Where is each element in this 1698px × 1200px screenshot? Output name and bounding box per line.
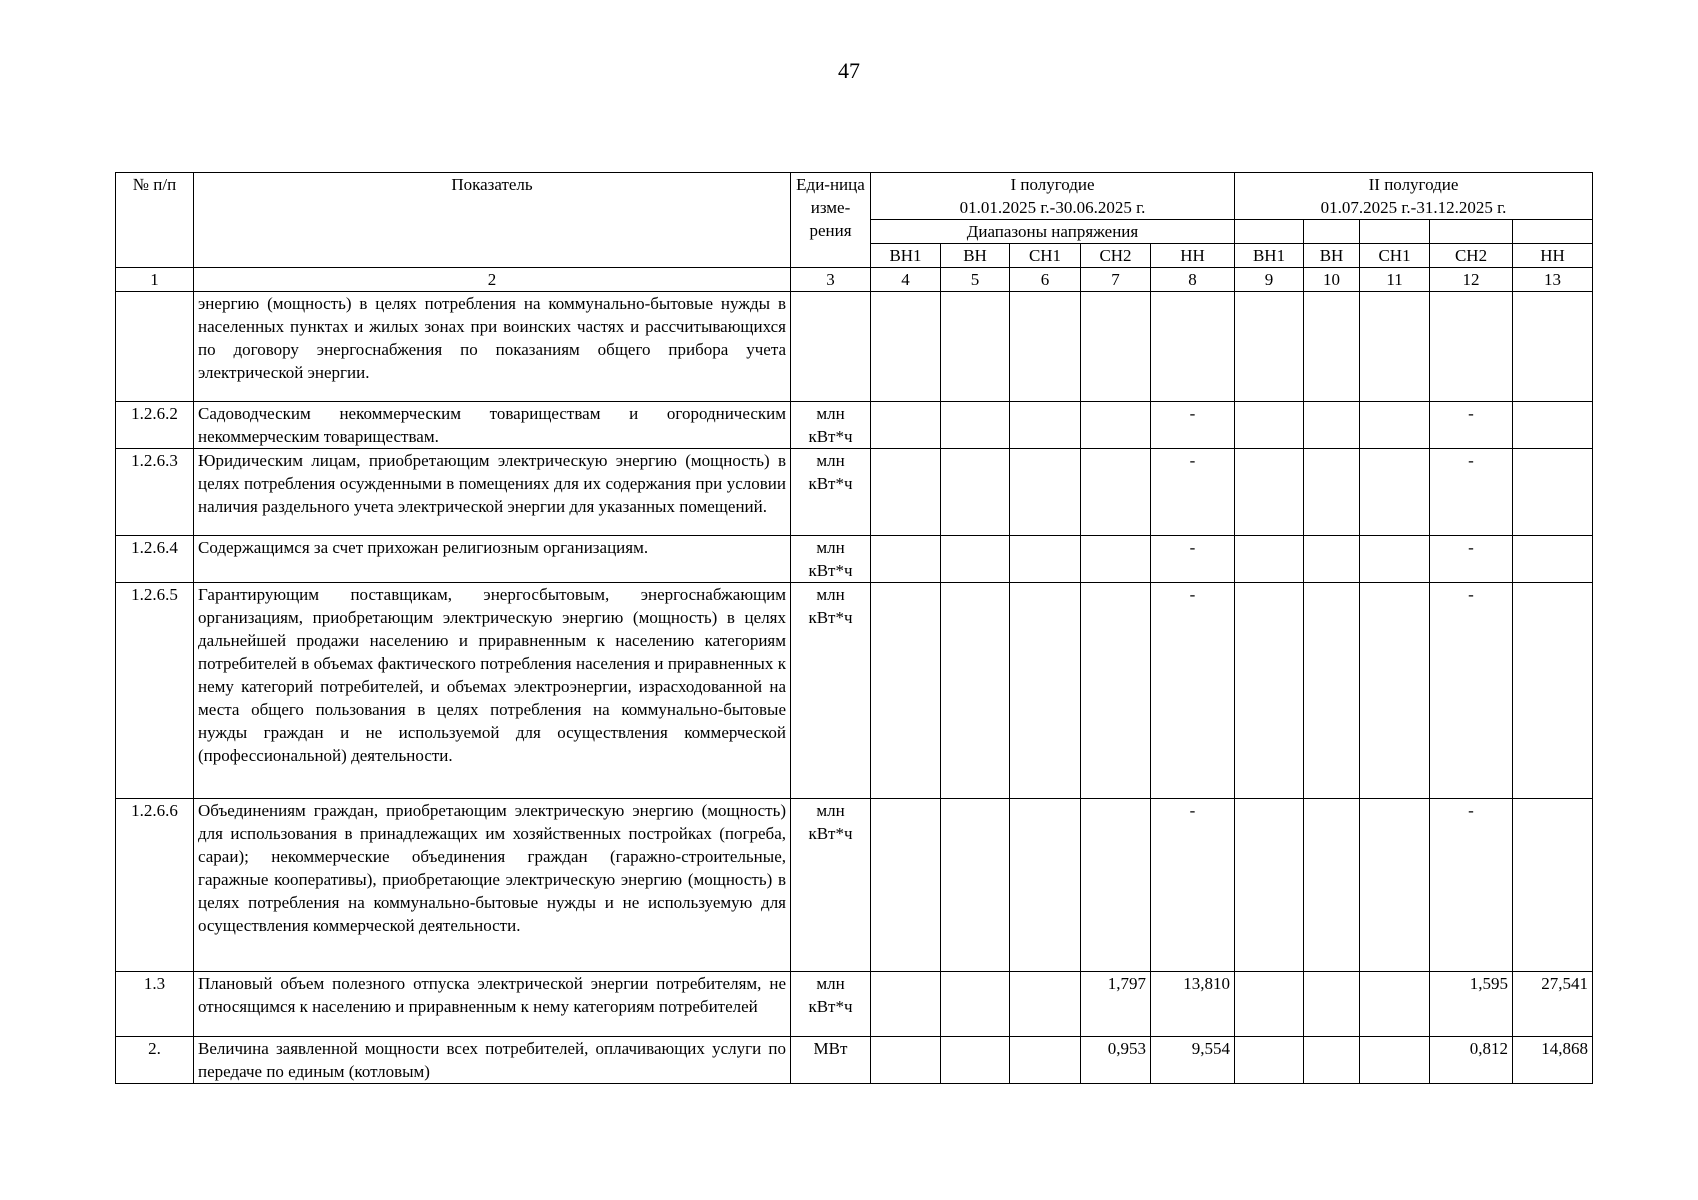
row-value-cell (1513, 536, 1593, 583)
row-value-cell (1010, 799, 1081, 972)
row-number: 2. (116, 1037, 194, 1084)
row-value-cell (1304, 972, 1360, 1037)
row-value-cell: - (1151, 799, 1235, 972)
row-value-cell (1430, 292, 1513, 402)
header-voltage-level: СН1 (1360, 244, 1430, 268)
table-body (116, 292, 1593, 1084)
row-value-cell (871, 402, 941, 449)
row-value-cell: - (1430, 402, 1513, 449)
row-value-cell (1360, 972, 1430, 1037)
row-value-cell (1304, 1037, 1360, 1084)
row-indicator-text: Юридическим лицам, приобретающим электрическую энергию (мощность) в целях потребления осужденными в помещениях для их содержания при условии наличия раздельного учета электрической энергии для указанных помещений. (194, 449, 791, 536)
row-value-cell (1235, 536, 1304, 583)
row-value-cell (871, 799, 941, 972)
row-value-cell (1360, 583, 1430, 799)
row-value-cell (1010, 536, 1081, 583)
row-value-cell (871, 583, 941, 799)
row-value-cell (871, 292, 941, 402)
table-row (116, 799, 1593, 972)
header-half2-period: 01.07.2025 г.-31.12.2025 г. (1320, 198, 1507, 217)
row-value-cell (871, 1037, 941, 1084)
row-value-cell (1010, 402, 1081, 449)
header-half1-title: I полугодие (1010, 175, 1095, 194)
header-voltage-level: ВН1 (871, 244, 941, 268)
table-row (116, 1037, 1593, 1084)
header-voltage-level: НН (1151, 244, 1235, 268)
row-value-cell (871, 449, 941, 536)
row-value-cell: - (1151, 583, 1235, 799)
row-indicator-text: Плановый объем полезного отпуска электрической энергии потребителям, не относящимся к населению и приравненным к нему категориям потребителей (194, 972, 791, 1037)
row-value-cell: - (1430, 536, 1513, 583)
header-column-number: 8 (1151, 268, 1235, 292)
row-unit (791, 292, 871, 402)
header-blank (1430, 220, 1513, 244)
row-value-cell (1360, 536, 1430, 583)
header-voltage-level: СН1 (1010, 244, 1081, 268)
header-col-num: № п/п (116, 173, 194, 268)
row-value-cell: 13,810 (1151, 972, 1235, 1037)
header-voltage-level: СН2 (1081, 244, 1151, 268)
table-row (116, 292, 1593, 402)
header-voltage-ranges: Диапазоны напряжения (871, 220, 1235, 244)
page-number: 47 (838, 58, 860, 83)
row-value-cell (1513, 799, 1593, 972)
table-row (116, 583, 1593, 799)
table-header (116, 173, 1593, 292)
row-value-cell (1235, 449, 1304, 536)
row-value-cell (1235, 583, 1304, 799)
header-col-unit: Еди-ница изме-рения (791, 173, 871, 268)
row-value-cell: - (1151, 449, 1235, 536)
header-column-number: 3 (791, 268, 871, 292)
header-column-number: 1 (116, 268, 194, 292)
row-value-cell (1304, 292, 1360, 402)
row-value-cell (1235, 799, 1304, 972)
row-value-cell (1081, 799, 1151, 972)
header-blank (1513, 220, 1593, 244)
row-value-cell: - (1430, 449, 1513, 536)
row-value-cell (941, 799, 1010, 972)
row-value-cell (1235, 402, 1304, 449)
row-indicator-text: энергию (мощность) в целях потребления на коммунально-бытовые нужды в населенных пунктах и жилых зонах при воинских частях и рассчитывающихся по договору энергоснабжения по показаниям общего прибора учета электрической энергии. (194, 292, 791, 402)
row-indicator-text: Величина заявленной мощности всех потребителей, оплачивающих услуги по передаче по единым (котловым) (194, 1037, 791, 1084)
table-row (116, 449, 1593, 536)
header-blank (1304, 220, 1360, 244)
header-column-number: 5 (941, 268, 1010, 292)
header-column-number: 6 (1010, 268, 1081, 292)
row-number: 1.2.6.2 (116, 402, 194, 449)
row-value-cell (941, 972, 1010, 1037)
row-number: 1.2.6.3 (116, 449, 194, 536)
row-unit: млн кВт*ч (791, 799, 871, 972)
row-value-cell: 14,868 (1513, 1037, 1593, 1084)
row-number: 1.2.6.6 (116, 799, 194, 972)
row-value-cell (1010, 583, 1081, 799)
row-value-cell (941, 449, 1010, 536)
row-value-cell: 0,953 (1081, 1037, 1151, 1084)
row-value-cell (1081, 402, 1151, 449)
row-value-cell (1235, 972, 1304, 1037)
header-voltage-level: НН (1513, 244, 1593, 268)
header-column-number: 11 (1360, 268, 1430, 292)
row-value-cell (1235, 1037, 1304, 1084)
row-value-cell: 1,797 (1081, 972, 1151, 1037)
row-value-cell (941, 402, 1010, 449)
row-value-cell (1081, 583, 1151, 799)
header-voltage-level: ВН1 (1235, 244, 1304, 268)
row-indicator-text: Садоводческим некоммерческим товариществам и огородническим некоммерческим товариществам. (194, 402, 791, 449)
row-value-cell (871, 536, 941, 583)
row-value-cell (1010, 449, 1081, 536)
row-number: 1.2.6.4 (116, 536, 194, 583)
row-value-cell: 27,541 (1513, 972, 1593, 1037)
row-indicator-text: Объединениям граждан, приобретающим электрическую энергию (мощность) для использования в принадлежащих им хозяйственных постройках (погреба, сараи); некоммерческие объединения граждан (гаражно-строительные, гаражные кооперативы), приобретающие электрическую энергию (мощность) в целях потребления на коммунально-бытовые нужды и не используемую для осуществления коммерческой деятельности. (194, 799, 791, 972)
row-value-cell (1360, 449, 1430, 536)
header-column-number: 7 (1081, 268, 1151, 292)
row-value-cell: 0,812 (1430, 1037, 1513, 1084)
table-row (116, 536, 1593, 583)
row-unit: млн кВт*ч (791, 972, 871, 1037)
header-column-number: 4 (871, 268, 941, 292)
row-value-cell: - (1151, 536, 1235, 583)
row-value-cell (1304, 536, 1360, 583)
row-value-cell (1513, 402, 1593, 449)
row-value-cell (1010, 972, 1081, 1037)
row-value-cell (941, 292, 1010, 402)
row-value-cell (1081, 292, 1151, 402)
header-col-indicator: Показатель (194, 173, 791, 268)
header-half1-period: 01.01.2025 г.-30.06.2025 г. (959, 198, 1146, 217)
header-blank (1235, 220, 1304, 244)
row-value-cell (1360, 402, 1430, 449)
row-unit: МВт (791, 1037, 871, 1084)
table-row (116, 402, 1593, 449)
row-unit: млн кВт*ч (791, 449, 871, 536)
row-value-cell (1360, 1037, 1430, 1084)
row-value-cell (1513, 583, 1593, 799)
row-value-cell: - (1430, 799, 1513, 972)
row-value-cell (1360, 799, 1430, 972)
header-half2-title: II полугодие (1368, 175, 1459, 194)
row-value-cell (1304, 449, 1360, 536)
row-number (116, 292, 194, 402)
header-voltage-level: ВН (941, 244, 1010, 268)
header-column-number: 13 (1513, 268, 1593, 292)
header-column-number: 12 (1430, 268, 1513, 292)
row-value-cell (941, 1037, 1010, 1084)
row-value-cell (1304, 402, 1360, 449)
row-value-cell (1304, 583, 1360, 799)
header-blank (1360, 220, 1430, 244)
header-half2 (1235, 173, 1593, 220)
header-column-number: 2 (194, 268, 791, 292)
row-value-cell (1151, 292, 1235, 402)
row-unit: млн кВт*ч (791, 583, 871, 799)
row-value-cell (1513, 292, 1593, 402)
row-value-cell: - (1430, 583, 1513, 799)
table-row (116, 972, 1593, 1037)
row-value-cell (1235, 292, 1304, 402)
row-value-cell (871, 972, 941, 1037)
header-column-number: 10 (1304, 268, 1360, 292)
row-indicator-text: Содержащимся за счет прихожан религиозным организациям. (194, 536, 791, 583)
row-value-cell: 1,595 (1430, 972, 1513, 1037)
row-value-cell (941, 536, 1010, 583)
row-value-cell (941, 583, 1010, 799)
tariff-table (115, 172, 1593, 1084)
row-value-cell (1304, 799, 1360, 972)
row-value-cell (1081, 536, 1151, 583)
row-value-cell (1010, 292, 1081, 402)
row-value-cell (1513, 449, 1593, 536)
row-number: 1.3 (116, 972, 194, 1037)
row-indicator-text: Гарантирующим поставщикам, энергосбытовым, энергоснабжающим организациям, приобретающим электрическую энергию (мощность) в целях дальнейшей продажи населению и приравненным к населению категориям потребителей в объемах фактического потребления населения и приравненных к нему категорий потребителей, и объемах электроэнергии, израсходованной на места общего пользования в целях потребления на коммунально-бытовые нужды граждан и не используемой для осуществления коммерческой (профессиональной) деятельности. (194, 583, 791, 799)
header-half1 (871, 173, 1235, 220)
row-unit: млн кВт*ч (791, 402, 871, 449)
row-number: 1.2.6.5 (116, 583, 194, 799)
header-voltage-level: ВН (1304, 244, 1360, 268)
row-value-cell (1081, 449, 1151, 536)
header-column-number: 9 (1235, 268, 1304, 292)
row-value-cell (1010, 1037, 1081, 1084)
row-value-cell: - (1151, 402, 1235, 449)
row-value-cell: 9,554 (1151, 1037, 1235, 1084)
row-unit: млн кВт*ч (791, 536, 871, 583)
row-value-cell (1360, 292, 1430, 402)
header-voltage-level: СН2 (1430, 244, 1513, 268)
